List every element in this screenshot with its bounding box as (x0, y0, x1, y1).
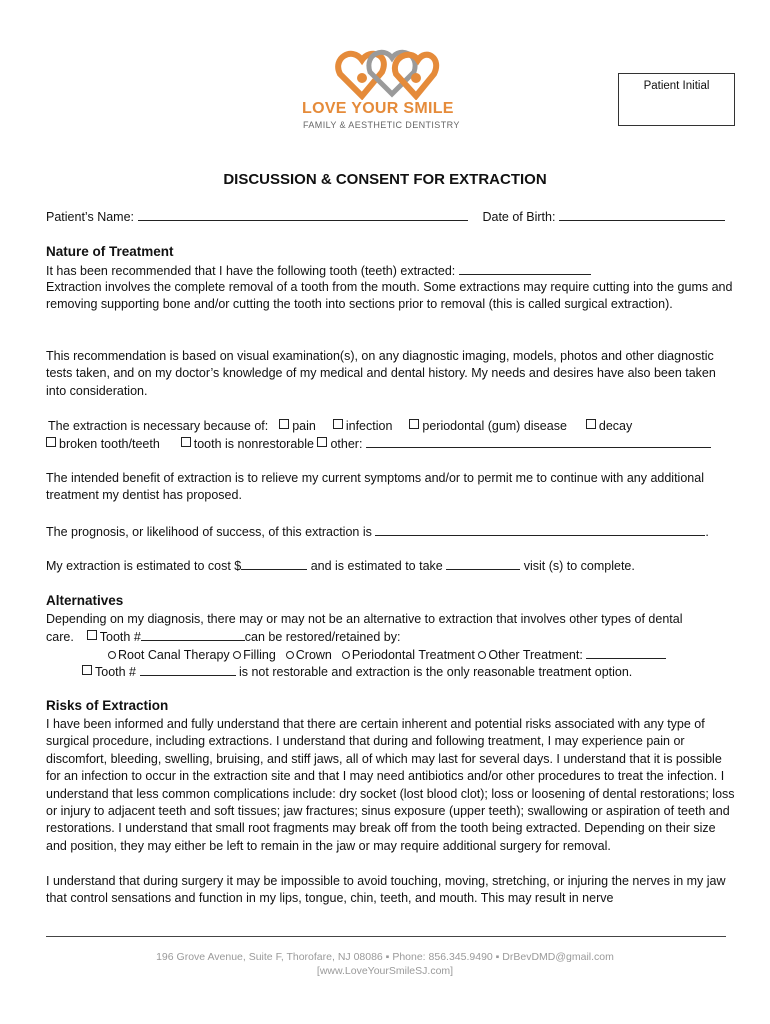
other-reason-field[interactable] (366, 435, 711, 448)
patient-initial-box[interactable] (618, 73, 735, 126)
intended-benefit: The intended benefit of extraction is to relieve my current symptoms and/or to permit me to continue with any additional treatment my dentist has proposed. (46, 471, 704, 503)
alt-nonrestorable-row (82, 663, 742, 681)
reason-broken-label: broken tooth/teeth (59, 437, 160, 451)
cost-field[interactable] (241, 557, 307, 570)
checkbox-decay[interactable] (586, 419, 596, 429)
reason-periodontal-label: periodontal (gum) disease (422, 419, 567, 433)
tooth-number-label: Tooth # (99, 630, 141, 644)
treatment-other-label: Other Treatment: (488, 648, 583, 662)
cost-suffix: visit (s) to complete. (523, 559, 635, 573)
patient-initial-label: Patient Initial (643, 80, 710, 92)
footer-divider (46, 936, 726, 937)
teeth-extracted-field[interactable] (459, 262, 591, 275)
necessary-label: The extraction is necessary because of: (48, 419, 269, 433)
prognosis-field[interactable] (375, 523, 705, 536)
form-title: DISCUSSION & CONSENT FOR EXTRACTION (223, 171, 547, 188)
alternatives-heading: Alternatives (46, 593, 124, 608)
checkbox-nonrestorable[interactable] (181, 437, 191, 447)
treatment-root-canal-label: Root Canal Therapy (118, 648, 230, 662)
practice-logo (330, 44, 440, 100)
radio-periodontal[interactable] (342, 651, 350, 659)
restorable-text: can be restored/retained by: (244, 630, 401, 644)
reason-pain-label: pain (292, 419, 316, 433)
care-text: care. (46, 630, 74, 644)
reasons-row-2 (46, 435, 736, 453)
alt-restorable-row (46, 628, 736, 646)
tooth-number-label-2: Tooth # (95, 665, 137, 679)
prognosis-label: The prognosis, or likelihood of success, of this extraction is (46, 525, 372, 539)
cost-middle: and is estimated to take (310, 559, 443, 573)
reason-decay-label: decay (598, 419, 633, 433)
other-treatment-field[interactable] (586, 646, 666, 659)
radio-other-treatment[interactable] (478, 651, 486, 659)
reason-other-label: other: (330, 437, 363, 451)
practice-name: LOVE YOUR SMILE (302, 100, 454, 117)
checkbox-pain[interactable] (279, 419, 289, 429)
prognosis-row: The prognosis, or likelihood of success, of this extraction is . (46, 525, 709, 539)
patient-info-row (46, 208, 736, 226)
recommendation-basis: This recommendation is based on visual examination(s), on any diagnostic imaging, models, photos and other diagnostic tests taken, and on my doctor’s knowledge of my medical and dental history. My needs and desires have also been taken into consideration. (46, 349, 716, 398)
risks-paragraph-1: I have been informed and fully understand that there are certain inherent and potential risks associated with any type of surgical procedure, including extractions. I understand that during and following treatment, I may experience pain or discomfort, bleeding, swelling, bruising, and stiff jaws, all of which may last for several days. I understand that it is possible for an infection to occur in the extraction site and that I may need antibiotics and/or other procedures to treat the infection. I understand that less common complications include: dry socket (lost blood clot); loss or loosening of dental restorations; loss or injury to adjacent teeth and soft tissues; jaw fractures; sinus exposure (upper teeth); swallowing or aspiration of teeth and restorations. I understand that small root fragments may break off from the tooth being extracted. Depending on their size and position, they may either be left to remain in the jaw or may require additional surgery for removal. (46, 717, 735, 853)
checkbox-periodontal[interactable] (409, 419, 419, 429)
treatment-crown-label: Crown (295, 648, 332, 662)
not-restorable-text: is not restorable and extraction is the only reasonable treatment option. (238, 665, 633, 679)
reasons-row-1 (48, 418, 738, 435)
dob-label: Date of Birth: (482, 210, 556, 224)
radio-root-canal[interactable] (108, 651, 116, 659)
footer-website[interactable]: [www.LoveYourSmileSJ.com] (316, 965, 454, 977)
reason-nonrestorable-label: tooth is nonrestorable (193, 437, 314, 451)
checkbox-tooth-nonrestorable[interactable] (82, 665, 92, 675)
patient-name-field[interactable] (138, 208, 468, 221)
dob-field[interactable] (559, 208, 725, 221)
checkbox-other[interactable] (317, 437, 327, 447)
risks-heading: Risks of Extraction (46, 698, 169, 713)
alternatives-intro: Depending on my diagnosis, there may or may not be an alternative to extraction that involves other types of dental (46, 612, 683, 626)
nature-heading: Nature of Treatment (46, 244, 174, 259)
visits-field[interactable] (446, 557, 520, 570)
nonrestorable-tooth-field[interactable] (140, 663, 236, 676)
recommended-text: It has been recommended that I have the following tooth (teeth) extracted: (46, 264, 456, 278)
patient-name-label: Patient’s Name: (46, 210, 135, 224)
treatment-filling-label: Filling (243, 648, 276, 662)
checkbox-tooth-restorable[interactable] (87, 630, 97, 640)
hearts-logo-icon (330, 44, 440, 100)
recommended-row (46, 262, 736, 280)
radio-crown[interactable] (286, 651, 294, 659)
radio-filling[interactable] (233, 651, 241, 659)
practice-subtitle: FAMILY & AESTHETIC DENTISTRY (303, 120, 460, 130)
footer-address: 196 Grove Avenue, Suite F, Thorofare, NJ 08086 ▪ Phone: 856.345.9490 ▪ DrBevDMD@gmail.com (156, 951, 614, 963)
checkbox-infection[interactable] (333, 419, 343, 429)
cost-row (46, 557, 736, 575)
cost-prefix: My extraction is estimated to cost $ (46, 559, 242, 573)
reason-infection-label: infection (345, 419, 393, 433)
treatment-periodontal-label: Periodontal Treatment (351, 648, 475, 662)
checkbox-broken-tooth[interactable] (46, 437, 56, 447)
extraction-definition: Extraction involves the complete removal of a tooth from the mouth. Some extractions may require cutting into the gums and removing supporting bone and/or cutting the tooth into sections prior to removal (this is called surgical extraction). (46, 280, 733, 312)
restorable-tooth-field[interactable] (141, 628, 245, 641)
treatment-options-row (108, 646, 748, 664)
risks-paragraph-2: I understand that during surgery it may be impossible to avoid touching, moving, stretching, or injuring the nerves in my jaw that control sensations and function in my lips, tongue, chin, teeth, and mouth. This may result in nerve (46, 874, 726, 906)
